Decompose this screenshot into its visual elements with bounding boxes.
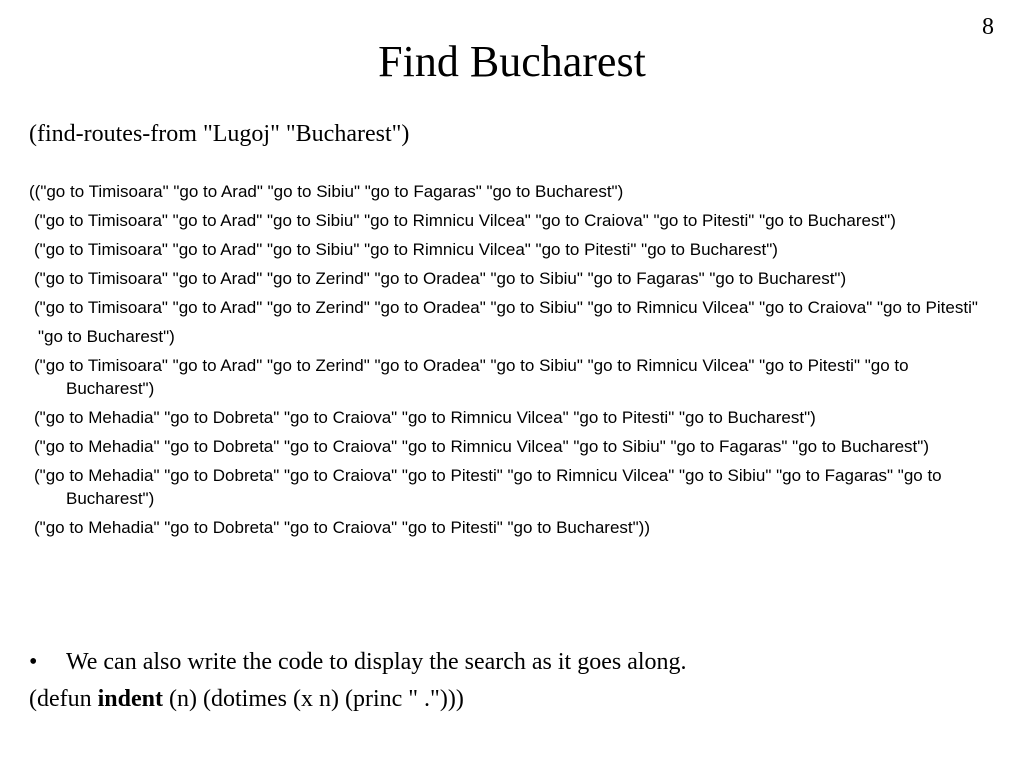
route-line: ("go to Mehadia" "go to Dobreta" "go to Craiova" "go to Pitesti" "go to Bucharest")) [34, 518, 650, 537]
page-number: 8 [982, 14, 994, 40]
function-call-line: (find-routes-from "Lugoj" "Bucharest") [29, 121, 410, 147]
code-line [29, 685, 464, 713]
bullet-item [29, 648, 687, 676]
bullet-text: We can also write the code to display the search as it goes along. [66, 649, 687, 675]
code-function-name: indent [97, 686, 163, 712]
route-line: ("go to Timisoara" "go to Arad" "go to Sibiu" "go to Rimnicu Vilcea" "go to Pitesti" "go to Bucharest") [34, 240, 778, 259]
route-line: ("go to Mehadia" "go to Dobreta" "go to Craiova" "go to Rimnicu Vilcea" "go to Pitesti" "go to Bucharest") [34, 408, 816, 427]
route-line: ("go to Timisoara" "go to Arad" "go to Zerind" "go to Oradea" "go to Sibiu" "go to Fagaras" "go to Bucharest") [34, 269, 847, 288]
code-prefix: (defun [29, 686, 98, 712]
route-line: ("go to Timisoara" "go to Arad" "go to Zerind" "go to Oradea" "go to Sibiu" "go to Rimnicu Vilcea" "go to Craiova" "go to Pitesti" [34, 298, 978, 317]
route-line: ("go to Mehadia" "go to Dobreta" "go to Craiova" "go to Rimnicu Vilcea" "go to Sibiu" "go to Fagaras" "go to Bucharest") [34, 437, 929, 456]
route-line: "go to Bucharest") [38, 327, 175, 346]
slide-title: Find Bucharest [378, 37, 646, 86]
route-line: (("go to Timisoara" "go to Arad" "go to Sibiu" "go to Fagaras" "go to Bucharest") [29, 182, 624, 201]
route-line: ("go to Mehadia" "go to Dobreta" "go to Craiova" "go to Pitesti" "go to Rimnicu Vilcea" "go to Sibiu" "go to Fagaras" "go to Bucharest") [34, 466, 942, 508]
routes-output [29, 180, 999, 545]
bullet-icon: • [29, 649, 38, 675]
code-suffix: (n) (dotimes (x n) (princ " ."))) [163, 686, 464, 712]
route-line: ("go to Timisoara" "go to Arad" "go to Sibiu" "go to Rimnicu Vilcea" "go to Craiova" "go to Pitesti" "go to Bucharest") [34, 211, 896, 230]
route-line: ("go to Timisoara" "go to Arad" "go to Zerind" "go to Oradea" "go to Sibiu" "go to Rimnicu Vilcea" "go to Pitesti" "go to Bucharest") [34, 356, 909, 398]
